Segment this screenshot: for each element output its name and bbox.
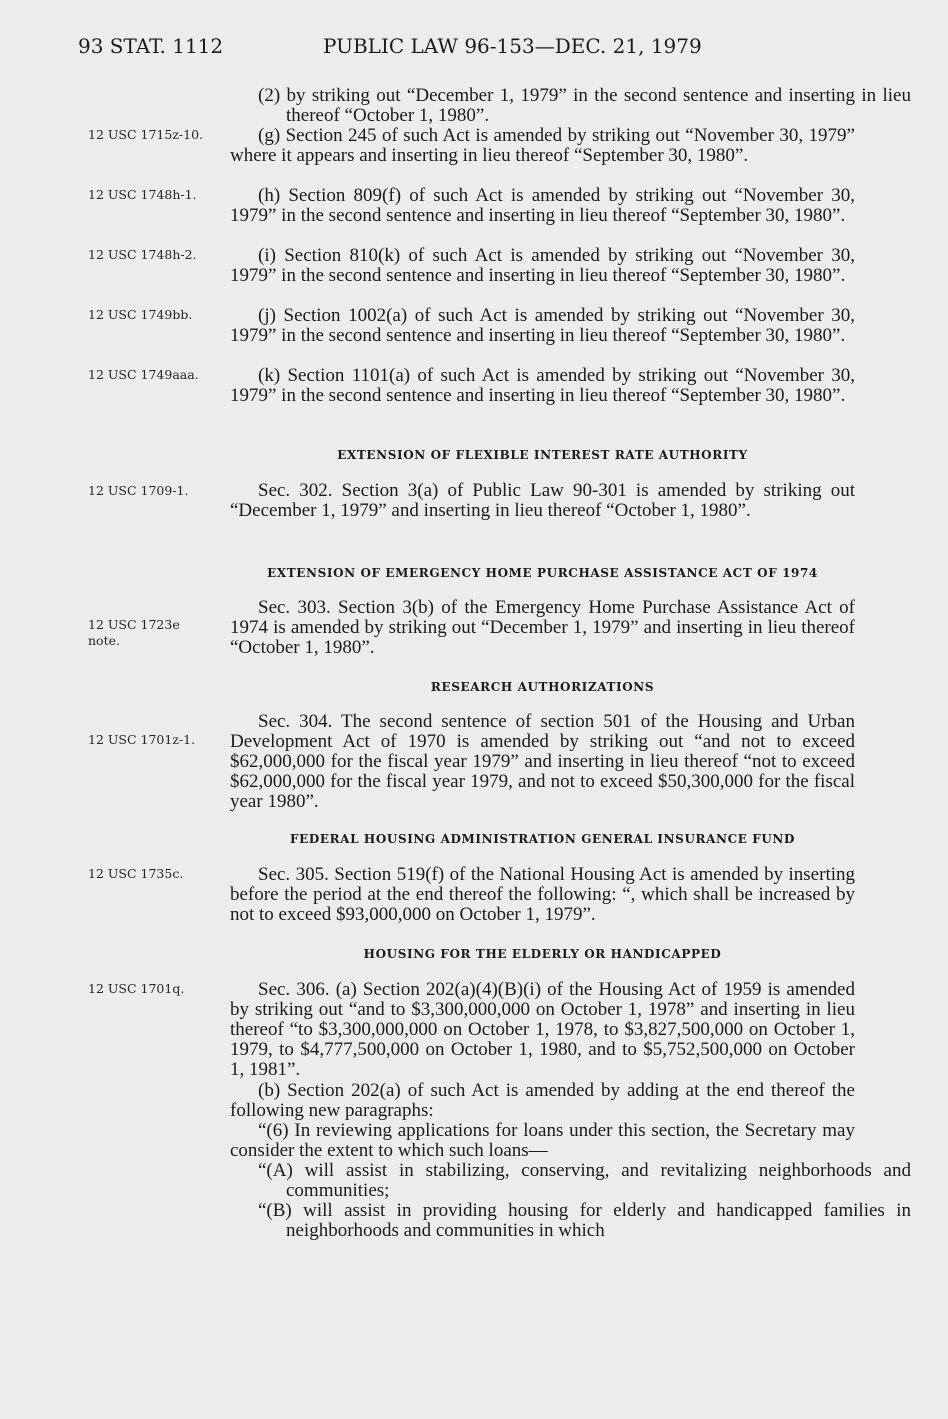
margin-note: 12 USC 1715z-10. (88, 127, 204, 142)
quoted-paragraph-6: “(6) In reviewing applications for loans under this section, the Secretary may consider the extent to which such loans— (230, 1120, 855, 1161)
margin-note: 12 USC 1701z-1. (88, 732, 196, 747)
section-306-b: (b) Section 202(a) of such Act is amended by adding at the end thereof the following new paragraphs: (230, 1080, 855, 1121)
quoted-subparagraph-A: “(A) will assist in stabilizing, conserving, and revitalizing neighborhoods and communities; (258, 1160, 911, 1201)
margin-note: 12 USC 1709-1. (88, 483, 189, 498)
paragraph-2: (2) by striking out “December 1, 1979” in the second sentence and inserting in lieu thereof “October 1, 1980”. (258, 85, 911, 126)
paragraph-h: (h) Section 809(f) of such Act is amended by striking out “November 30, 1979” in the second sentence and inserting in lieu thereof “September 30, 1980”. (230, 185, 855, 226)
paragraph-j: (j) Section 1002(a) of such Act is amended by striking out “November 30, 1979” in the second sentence and inserting in lieu thereof “September 30, 1980”. (230, 305, 855, 346)
section-302: Sec. 302. Section 3(a) of Public Law 90-301 is amended by striking out “December 1, 1979” and inserting in lieu thereof “October 1, 1980”. (230, 480, 855, 521)
margin-note: 12 USC 1701q. (88, 981, 185, 996)
section-heading: RESEARCH AUTHORIZATIONS (430, 680, 655, 694)
quoted-subparagraph-B: “(B) will assist in providing housing for elderly and handicapped families in neighborhoods and communities in which (258, 1200, 911, 1241)
section-305: Sec. 305. Section 519(f) of the National Housing Act is amended by inserting before the period at the end thereof the following: “, which shall be increased by not to exceed $93,000,000 on October 1, 1979”. (230, 864, 855, 925)
section-304: Sec. 304. The second sentence of section 501 of the Housing and Urban Development Act of 1970 is amended by striking out “and not to exceed $62,000,000 for the fiscal year 1979” and inserting in lieu thereof “not to exceed $62,000,000 for the fiscal year 1979, and not to exceed $50,300,000 for the fiscal year 1980”. (230, 711, 855, 812)
page-title: PUBLIC LAW 96-153—DEC. 21, 1979 (323, 34, 702, 58)
section-heading: FEDERAL HOUSING ADMINISTRATION GENERAL INSURANCE FUND (289, 832, 795, 846)
margin-note: 12 USC 1749aaa. (88, 367, 199, 382)
margin-note: 12 USC 1749bb. (88, 307, 193, 322)
margin-note: 12 USC 1748h-2. (88, 247, 197, 262)
margin-note: 12 USC 1748h-1. (88, 187, 197, 202)
section-306-a: Sec. 306. (a) Section 202(a)(4)(B)(i) of the Housing Act of 1959 is amended by striking out “and to $3,300,000,000 on October 1, 1978” and inserting in lieu thereof “to $3,300,000,000 on October 1, 1978, to $3,827,500,000 on October 1, 1979, to $4,777,500,000 on October 1, 1980, and to $5,752,500,000 on October 1, 1981”. (230, 979, 855, 1080)
section-heading: HOUSING FOR THE ELDERLY OR HANDICAPPED (363, 947, 722, 961)
section-heading: EXTENSION OF FLEXIBLE INTEREST RATE AUTHORITY (337, 448, 748, 462)
paragraph-g: (g) Section 245 of such Act is amended by striking out “November 30, 1979” where it appears and inserting in lieu thereof “September 30, 1980”. (230, 125, 855, 166)
margin-note: 12 USC 1735c. (88, 866, 184, 881)
statute-page-reference: 93 STAT. 1112 (78, 34, 224, 58)
section-303: Sec. 303. Section 3(b) of the Emergency Home Purchase Assistance Act of 1974 is amended by striking out “December 1, 1979” and inserting in lieu thereof “October 1, 1980”. (230, 597, 855, 658)
section-heading: EXTENSION OF EMERGENCY HOME PURCHASE ASSISTANCE ACT OF 1974 (267, 566, 818, 580)
paragraph-i: (i) Section 810(k) of such Act is amended by striking out “November 30, 1979” in the second sentence and inserting in lieu thereof “September 30, 1980”. (230, 245, 855, 286)
paragraph-k: (k) Section 1101(a) of such Act is amended by striking out “November 30, 1979” in the second sentence and inserting in lieu thereof “September 30, 1980”. (230, 365, 855, 406)
margin-note: 12 USC 1723e note. (88, 617, 180, 648)
